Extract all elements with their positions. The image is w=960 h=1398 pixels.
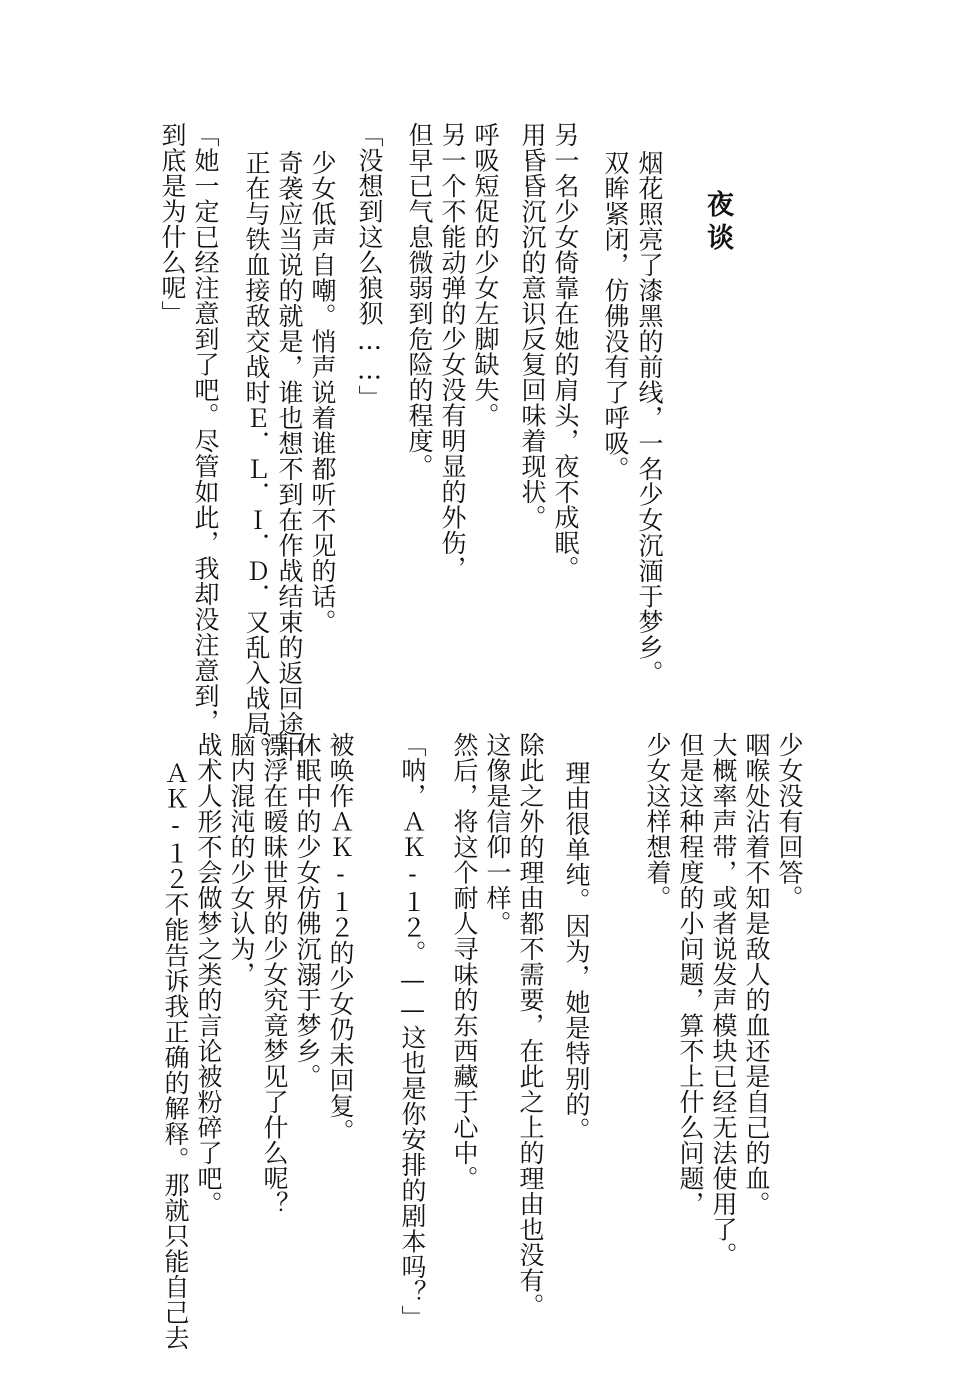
text-column: 用昏昏沉沉的意识反复回味着现状。 — [518, 122, 547, 530]
text-column: 但是这种程度的小问题，算不上什么问题， — [676, 732, 705, 1217]
text-column: 呼吸短促的少女左脚缺失。 — [471, 122, 500, 428]
text-column: ＡＫ-１２不能告诉我正确的解释。那就只能自己去 — [161, 760, 190, 1351]
dialogue-column: 「呐，ＡＫ-１２。——这也是你安排的剧本吗？」 — [398, 732, 427, 1331]
text-column: 另一个不能动弹的少女没有明显的外伤， — [438, 122, 467, 581]
dialogue-column: 到底是为什么呢」 — [158, 122, 187, 326]
text-column: 少女这样想着。 — [643, 732, 672, 911]
text-column: 正在与铁血接敌交战时Ｅ．Ｌ．Ｉ．Ｄ．又乱入战局。 — [242, 150, 271, 762]
chapter-title: 夜谈 — [702, 190, 733, 256]
text-column: 被唤作ＡＫ-１２的少女仍未回复。 — [326, 732, 355, 1144]
text-column: 另一名少女倚靠在她的肩头，夜不成眠。 — [551, 122, 580, 581]
text-column: 咽喉处沾着不知是敌人的血还是自己的血。 — [742, 732, 771, 1217]
text-column: 双眸紧闭，仿佛没有了呼吸。 — [601, 150, 630, 482]
text-column: 除此之外的理由都不需要，在此之上的理由也没有。 — [516, 732, 545, 1319]
text-column: 脑内混沌的少女认为， — [227, 732, 256, 987]
text-column: 然后，将这个耐人寻味的东西藏于心中。 — [450, 732, 479, 1191]
text-column: 但早已气息微弱到危险的程度。 — [405, 122, 434, 479]
text-column: 烟花照亮了漆黑的前线，一名少女沉湎于梦乡。 — [635, 150, 664, 686]
text-column: 少女低声自嘲。悄声说着谁都听不见的话。 — [308, 150, 337, 635]
text-column: 漂浮在暧昧世界的少女究竟梦见了什么呢？ — [260, 732, 289, 1217]
text-column: 理由很单纯。因为，她是特别的。 — [562, 760, 591, 1143]
text-column: 这像是信仰一样。 — [483, 732, 512, 936]
text-column: 战术人形不会做梦之类的言论被粉碎了吧。 — [194, 732, 223, 1217]
text-column: 休眠中的少女仿佛沉溺于梦乡。 — [293, 732, 322, 1089]
text-column: 奇袭应当说的就是，谁也想不到在作战结束的返回途中， — [275, 150, 304, 788]
text-column: 少女没有回答。 — [775, 732, 804, 911]
dialogue-column: 「她一定已经注意到了吧。尽管如此，我却没注意到， — [191, 122, 220, 734]
dialogue-column: 「没想到这么狼狈……」 — [355, 122, 384, 411]
text-column: 大概率声带，或者说发声模块已经无法使用了。 — [709, 732, 738, 1268]
